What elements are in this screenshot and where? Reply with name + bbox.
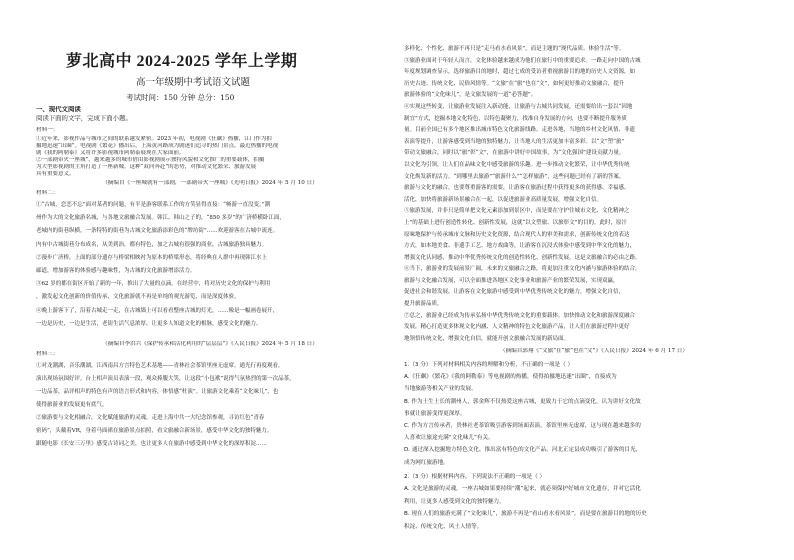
question-2 bbox=[404, 471, 766, 533]
text-line: 量。目前全国已有多个地区推出城市特色文化旅游线路。走进各地，当地的乡村文化风情、非遗 bbox=[404, 127, 636, 134]
text-line: 具有重要意义。 bbox=[36, 171, 75, 178]
text-line: 制宜”方式，挖掘本地文化特色，以特色凝聚力，找准自身发展的方向，也要不断提升服务质 bbox=[404, 115, 627, 122]
material-1-body bbox=[36, 136, 386, 179]
text-line: ①对龙潮湖，音乐潮湖，江西南昌方言特色艺术基地——青林社会茶馆里座无虚席。通光行再度观看， bbox=[36, 363, 284, 369]
text-line: 密码”，头戴着VR，身着马面裙在旅游景点拍照，看文旅融合新场景，感受中华文化的独特魅力。 bbox=[36, 428, 273, 434]
text-line: ⑦总之，旅游业已经成为传承弘扬中华优秀传统文化的重要载体。加快推动文化和旅游深度融合 bbox=[404, 312, 636, 319]
text-line: ④晚上游客下了，沿着古城走一走，在古城墙上可以看看整座古城的灯光，……像是一幅画卷展开， bbox=[36, 307, 279, 314]
text-line: 人喜欢让旅途充满“文化味儿”有关。 bbox=[404, 435, 494, 442]
material-3-source: （摘编自郭翔《“文旅”在“旅”也在“文”》《人民日报》2024 年 6 月 17 日） bbox=[499, 348, 688, 354]
text-line: 旅游与文化融合发展，可以全面推进各地区文化事业和旅游产业的繁荣发展，实现双赢， bbox=[404, 277, 619, 284]
text-line: 廊道，增加游客的体验感与趣味性，为古城的文化旅游增添活力。 bbox=[36, 268, 196, 275]
text-line: 积淀、传统文化、风土人情等。 bbox=[404, 523, 483, 530]
text-line: 2.（3 分）根据材料内容，下列说法不正确的一项是（ ） bbox=[404, 474, 546, 480]
text-line: 成为网红旅游地。 bbox=[404, 459, 449, 466]
text-line: ④实现这些转变，让旅游业发展注入新动能，让旅游与古城共同发展，还需要给出一套以“因地 bbox=[404, 103, 633, 110]
text-line: 使得旅游业的发展更有底气。 bbox=[36, 402, 108, 408]
material-3-label: 材料三： bbox=[36, 351, 59, 357]
text-line: ②旅游要与文化相融合，文化赋能旅游的灵魂，走进上海中共一大纪念馆参观，寻访红色“青春 bbox=[36, 415, 265, 421]
text-line: 当地旅游等相关产业的发展。 bbox=[404, 386, 477, 393]
text-line: 老城内的街巷纵横，一条特特的街巷为古城文化旅游添彩色的“牌坊街”……欢迎游客在古城中流连。 bbox=[36, 228, 279, 235]
text-line: A.《狂飙》《繁花》《我的阿勒泰》等电视剧的热播，使得拍摄地迅速“出圈”，直接成为 bbox=[404, 374, 617, 381]
text-line: 历史古迹、传统文化、民俗风情等。“文旅”在“旅”也在“文”，如何更好推动文旅融合，提升 bbox=[404, 80, 625, 87]
text-line: 原味地保护与传承城市文脉和历史文化资源，结合现代人的审美和需求，创新传统文化的表达 bbox=[404, 231, 630, 238]
text-line: ③62 岁的都在街区开始了新的一年，推出了大量的点滴。在经营中，将对历史文化的保护与利用 bbox=[36, 281, 271, 288]
text-line: 摄地迅速“出圈”。电视剧《繁花》播出后，上海黄河路成为剧迷们追寻的热门景点。最近热播的电视 bbox=[36, 143, 279, 150]
text-line: 促进社会和谐发展，让游客在文化旅游中感受到中华优秀传统文化的魅力，增强文化自信， bbox=[404, 289, 625, 296]
section-instruction: 阅读下面的文字，完成下面小题。 bbox=[36, 115, 132, 122]
text-line: 利用，让更多人感受到文化的独特魅力。 bbox=[404, 498, 505, 505]
question-1 bbox=[404, 359, 766, 469]
text-line: ⑤旅游发展，并非只是简单把文化元素添加到景区中，而是要在守护住城市文化、文化精神之 bbox=[404, 208, 630, 215]
page-title: 萝北高中 2024-2025 学年上学期 bbox=[66, 53, 298, 70]
section-heading: 一、现代文阅读 bbox=[36, 106, 81, 113]
text-line: 州作为大的文化旅游名城，与各地文旅融合发展。韩江、韩山之子的，“850 多岁”的广济桥横卧江面， bbox=[36, 215, 285, 222]
text-line: ②漫步广济桥，上面的部分遗存与桥梁相映衬为原本的桥梁形态，将经典在人群中再现韩江水上 bbox=[36, 254, 268, 261]
right-column-body bbox=[404, 44, 766, 345]
text-line: 一边品茶，品评相声的特色有声的语言形式和内容，体悟感“杜演”。让旅游文化乘着“文化味儿”，也 bbox=[36, 389, 279, 395]
text-line: 1.（3 分）下列对材料相关内容的理解和分析，不正确的一项是（ ） bbox=[404, 362, 574, 368]
text-line: ③旅游业面对于年轻人而言，文化体验越来越成为他们在旅行中的重要追求。一路走向中国的古城 bbox=[404, 57, 641, 64]
text-line: 旅游体验的“文化味儿”，是文旅发展的一道“必答题”。 bbox=[404, 92, 537, 99]
text-line: 事就让旅游变得更深厚。 bbox=[404, 410, 466, 417]
material-3-body bbox=[36, 360, 386, 451]
material-1-label: 材料一： bbox=[36, 127, 59, 133]
text-line: 为大型影视剧的主角打造了一座新城。这种“双向奔赴”的态势，对推动文化繁荣、旅游发展 bbox=[36, 164, 257, 171]
text-line: 内有中古城街巷分布成名，从美到治，都有特色，加之古城有很强的商业，古城旅游独具魅力。 bbox=[36, 241, 268, 248]
text-line: 剧《我的阿勒泰》又将许多影视城市阿勒泰展现在大家面前。 bbox=[36, 150, 185, 157]
text-line: A. 文化是旅游的灵魂，一座古城如果要持续“潮”起来，就必须保护好城市文化遗存，并对它活化 bbox=[404, 486, 641, 493]
text-line: ，激发起文化创新的价值传承，文化旅游就不再是单纯的观光游览，而是深度体验。 bbox=[36, 294, 240, 301]
text-line: ①“古城，恋恋不忘”面对某者的问题，有半是游客联系工作的方笑显得直接：“畅游一直没变。”潮 bbox=[36, 202, 271, 208]
text-line: C. 作为方言传承者，贵林社老茶馆吸引游客到场面表演，茶馆里座无虚席，这与现在越来越多的 bbox=[404, 423, 641, 430]
text-line: 跟随电影《长安三万里》感受古诗词之美，也让更多人在旅游中感受到中华文化的深厚积淀…… bbox=[36, 441, 268, 447]
text-line: 带动文旅融合，同时以“旅”彰“文”，在旅游中讲好中国故事，为“文化强国”建设贡献力量。 bbox=[404, 150, 625, 157]
text-line: ①近年来，影视作品与城市之间的联系越发紧密。2023 年初，电视剧《狂飙》热播，江门作为拍 bbox=[36, 136, 272, 142]
text-line: D. 通过深入挖掘地方特色文化，推出富有特色的文化产品，河北正定县成功吸引了游客的目光， bbox=[404, 447, 642, 454]
exam-subtitle: 高一年级期中考试语文试题 bbox=[136, 77, 251, 88]
text-line: 旅游与文化的融合，也要尊重游客的需要，让游客在旅游过程中获得更多的获得感、幸福感。 bbox=[404, 185, 630, 192]
text-line: 以文化为引领，让人们在品味文化中感受旅游的乐趣。进一步推动文化繁荣，让中华优秀传统 bbox=[404, 161, 630, 168]
text-line: 发展，精心打造更多体现文化内涵、人文精神的特色文化旅游产品，让人们在旅游过程中更好 bbox=[404, 324, 630, 331]
text-line: 增强文化认同感，推动中华优秀传统文化的创造性转化、创新性发展，这是文旅融合的必由之路。 bbox=[404, 254, 641, 261]
text-line: 一边是历史，一边是生活，老街生活气息浓厚，让更多人知道文化的根脉，感受文化的魅力。 bbox=[36, 320, 262, 327]
material-2-body bbox=[36, 199, 386, 331]
text-line: ②一部剧带火一座城”，越来越多的城市借由影视剧展示独特风貌和文化推广的重要载体，拍摄 bbox=[36, 157, 265, 164]
text-line: 文化焕发新的活力。“到哪里去旅游”“旅游什么”“怎样旅游”，这些问题已经有了新的答案。 bbox=[404, 173, 625, 180]
material-2-label: 材料二： bbox=[36, 190, 59, 196]
material-1-source: （摘编自《一座城就有一部剧，一部剧带火一座城》《光明日报》2024 年 5 月 10 日） bbox=[102, 180, 318, 186]
text-line: 多样化、个性化、旅游不再只是“走马看水看风景”，而是主题的“现代品质、体验生活”等。 bbox=[404, 46, 625, 52]
text-line: 活化，加快将旅游新场景融合在一起，以促进旅游业高质量发展，增强文化自信。 bbox=[404, 196, 603, 203]
text-line: 上”的基础上进行创造性转化、创新性发展，这就“以文塑旅、以旅彰文”的目的。此时，原汁 bbox=[404, 219, 627, 226]
text-line: B. 作为土生土长的潮州人，郭金辉不仅热爱这座古城，更致力于它的点滴变化，认为讲好文化故 bbox=[404, 398, 641, 405]
text-line: 地领悟传统文化，增强文化自信，就能开创文旅融合发展的新局面。 bbox=[404, 335, 570, 342]
text-line: 演出现场氛围好评。台上相声演员表演一段，观众捧腹大笑，让这段“小包袱”说得气氛热烈的第一次品茶， bbox=[36, 376, 295, 382]
text-line: 方式，如本地美食、非遗手工艺、地方戏曲等，让游客在沉浸式体验中感受到中华文化的魅力， bbox=[404, 243, 636, 250]
text-line: ⑥当下，旅游业的发展前景广阔，未来的文旅融合之路，将更加注重文化内涵与旅游体验的结合。 bbox=[404, 266, 641, 273]
exam-meta: 考试时间：150 分钟 总分：150 bbox=[126, 93, 235, 102]
text-line: B. 现在人们的旅游充满了“文化味儿”，旅游不再是“看山看水看风景”，而是要在旅游目的地的历史 bbox=[404, 511, 647, 518]
material-2-source: （摘编自李洪兴《保护传承和活化利用的“层层层”》《人民日报》2024 年 5 月 18 日） bbox=[102, 341, 318, 347]
text-line: 表演等提升，让游客感受到当地的独特魅力，让当地人的生活更加丰富多彩。以“文”塑“旅” bbox=[404, 138, 625, 145]
text-line: 提升旅游品质。 bbox=[404, 301, 443, 308]
text-line: 年度规划调查显示，选择旅游目的地时，超过七成的受访者重视旅游目的地的历史人文资源，如 bbox=[404, 69, 636, 76]
